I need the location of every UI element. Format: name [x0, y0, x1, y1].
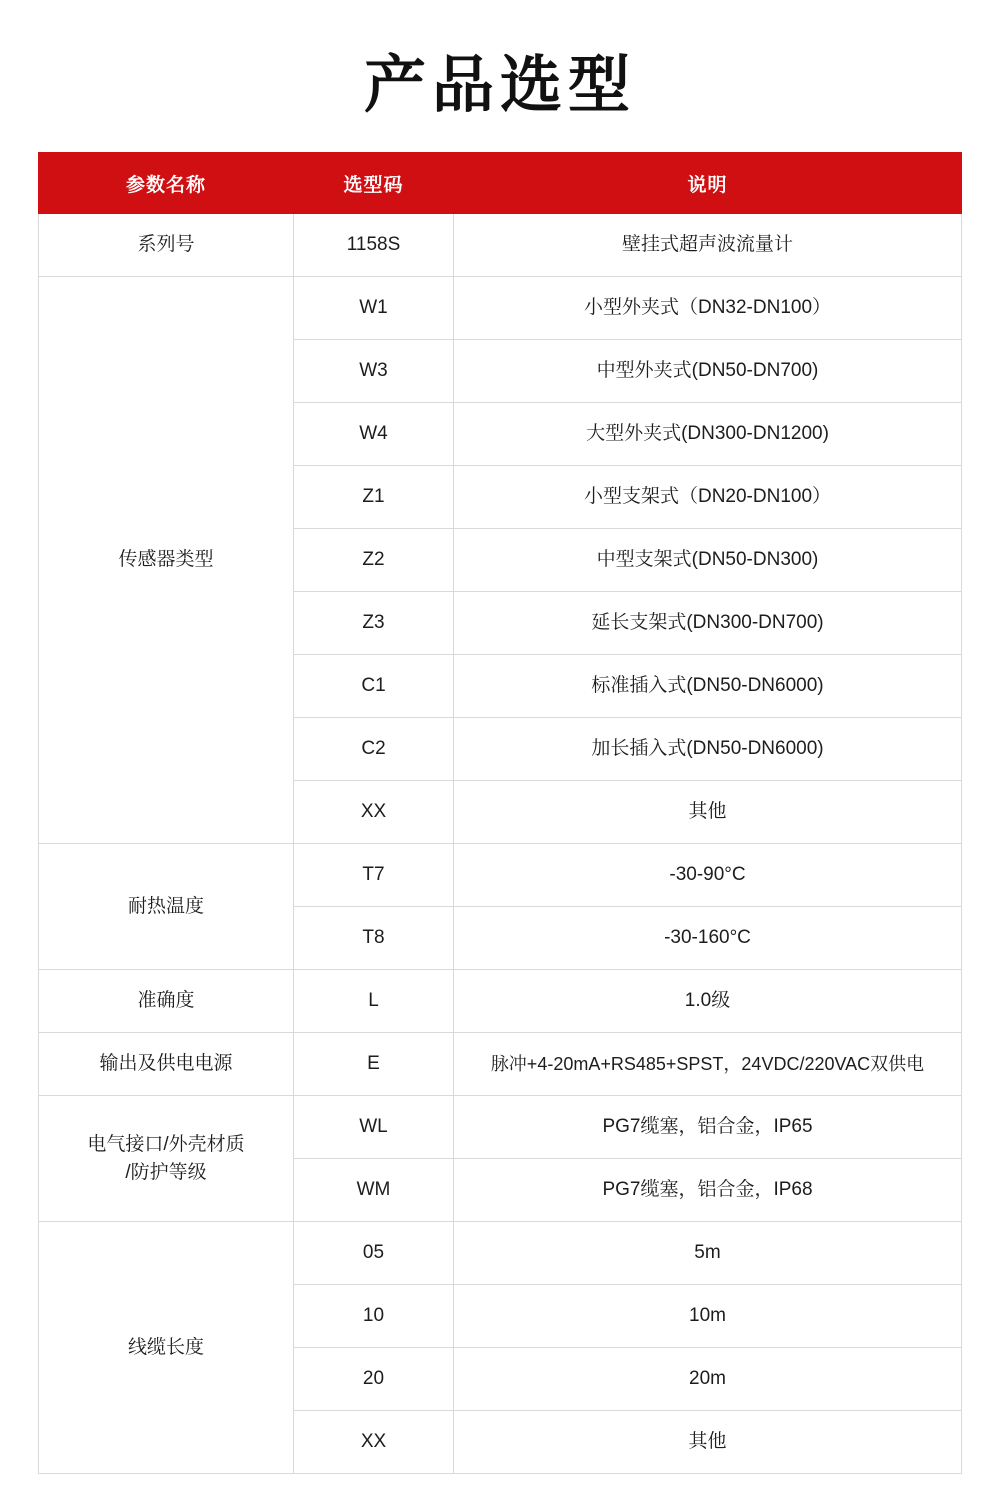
selection-code-cell: E	[294, 1033, 454, 1096]
selection-code-cell: W4	[294, 403, 454, 466]
description-cell: 中型外夹式(DN50-DN700)	[454, 340, 962, 403]
description-cell: 小型支架式（DN20-DN100）	[454, 466, 962, 529]
table-body	[39, 214, 962, 1474]
selection-code-cell: L	[294, 970, 454, 1033]
description-cell: 5m	[454, 1222, 962, 1285]
description-cell: -30-90°C	[454, 844, 962, 907]
table-row	[39, 277, 962, 340]
table-row	[39, 1096, 962, 1159]
table-head	[39, 153, 962, 214]
parameter-name-cell: 线缆长度	[39, 1222, 294, 1474]
parameter-name-cell: 系列号	[39, 214, 294, 277]
table-header-row	[39, 153, 962, 214]
column-header-code: 选型码	[294, 153, 454, 214]
selection-code-cell: C1	[294, 655, 454, 718]
selection-code-cell: WM	[294, 1159, 454, 1222]
selection-code-cell: 10	[294, 1285, 454, 1348]
selection-code-cell: W3	[294, 340, 454, 403]
page-title: 产品选型	[363, 51, 636, 120]
description-cell: 20m	[454, 1348, 962, 1411]
description-cell: 延长支架式(DN300-DN700)	[454, 592, 962, 655]
selection-code-cell: C2	[294, 718, 454, 781]
spec-table-container	[0, 152, 1000, 1474]
parameter-name-cell: 准确度	[39, 970, 294, 1033]
description-cell: 壁挂式超声波流量计	[454, 214, 962, 277]
parameter-name-cell: 耐热温度	[39, 844, 294, 970]
description-cell: 其他	[454, 1411, 962, 1474]
selection-code-cell: Z2	[294, 529, 454, 592]
selection-code-cell: Z1	[294, 466, 454, 529]
description-cell: 小型外夹式（DN32-DN100）	[454, 277, 962, 340]
selection-code-cell: Z3	[294, 592, 454, 655]
parameter-name-cell: 电气接口/外壳材质 /防护等级	[39, 1096, 294, 1222]
selection-code-cell: 1158S	[294, 214, 454, 277]
description-cell: PG7缆塞，铝合金，IP65	[454, 1096, 962, 1159]
description-cell: 脉冲+4-20mA+RS485+SPST，24VDC/220VAC双供电	[454, 1033, 962, 1096]
description-cell: 中型支架式(DN50-DN300)	[454, 529, 962, 592]
table-row	[39, 1222, 962, 1285]
selection-code-cell: T7	[294, 844, 454, 907]
column-header-parameter: 参数名称	[39, 153, 294, 214]
selection-code-cell: W1	[294, 277, 454, 340]
column-header-description: 说明	[454, 153, 962, 214]
description-cell: 10m	[454, 1285, 962, 1348]
parameter-name-cell: 传感器类型	[39, 277, 294, 844]
selection-code-cell: 20	[294, 1348, 454, 1411]
selection-code-cell: XX	[294, 1411, 454, 1474]
description-cell: 大型外夹式(DN300-DN1200)	[454, 403, 962, 466]
description-cell: 其他	[454, 781, 962, 844]
description-cell: 加长插入式(DN50-DN6000)	[454, 718, 962, 781]
selection-code-cell: WL	[294, 1096, 454, 1159]
product-selection-table	[38, 152, 962, 1474]
selection-code-cell: T8	[294, 907, 454, 970]
description-cell: PG7缆塞，铝合金，IP68	[454, 1159, 962, 1222]
parameter-name-cell: 输出及供电电源	[39, 1033, 294, 1096]
table-row	[39, 214, 962, 277]
selection-code-cell: 05	[294, 1222, 454, 1285]
table-row	[39, 844, 962, 907]
description-cell: -30-160°C	[454, 907, 962, 970]
table-row	[39, 970, 962, 1033]
description-cell: 标准插入式(DN50-DN6000)	[454, 655, 962, 718]
table-row	[39, 1033, 962, 1096]
selection-code-cell: XX	[294, 781, 454, 844]
description-cell: 1.0级	[454, 970, 962, 1033]
